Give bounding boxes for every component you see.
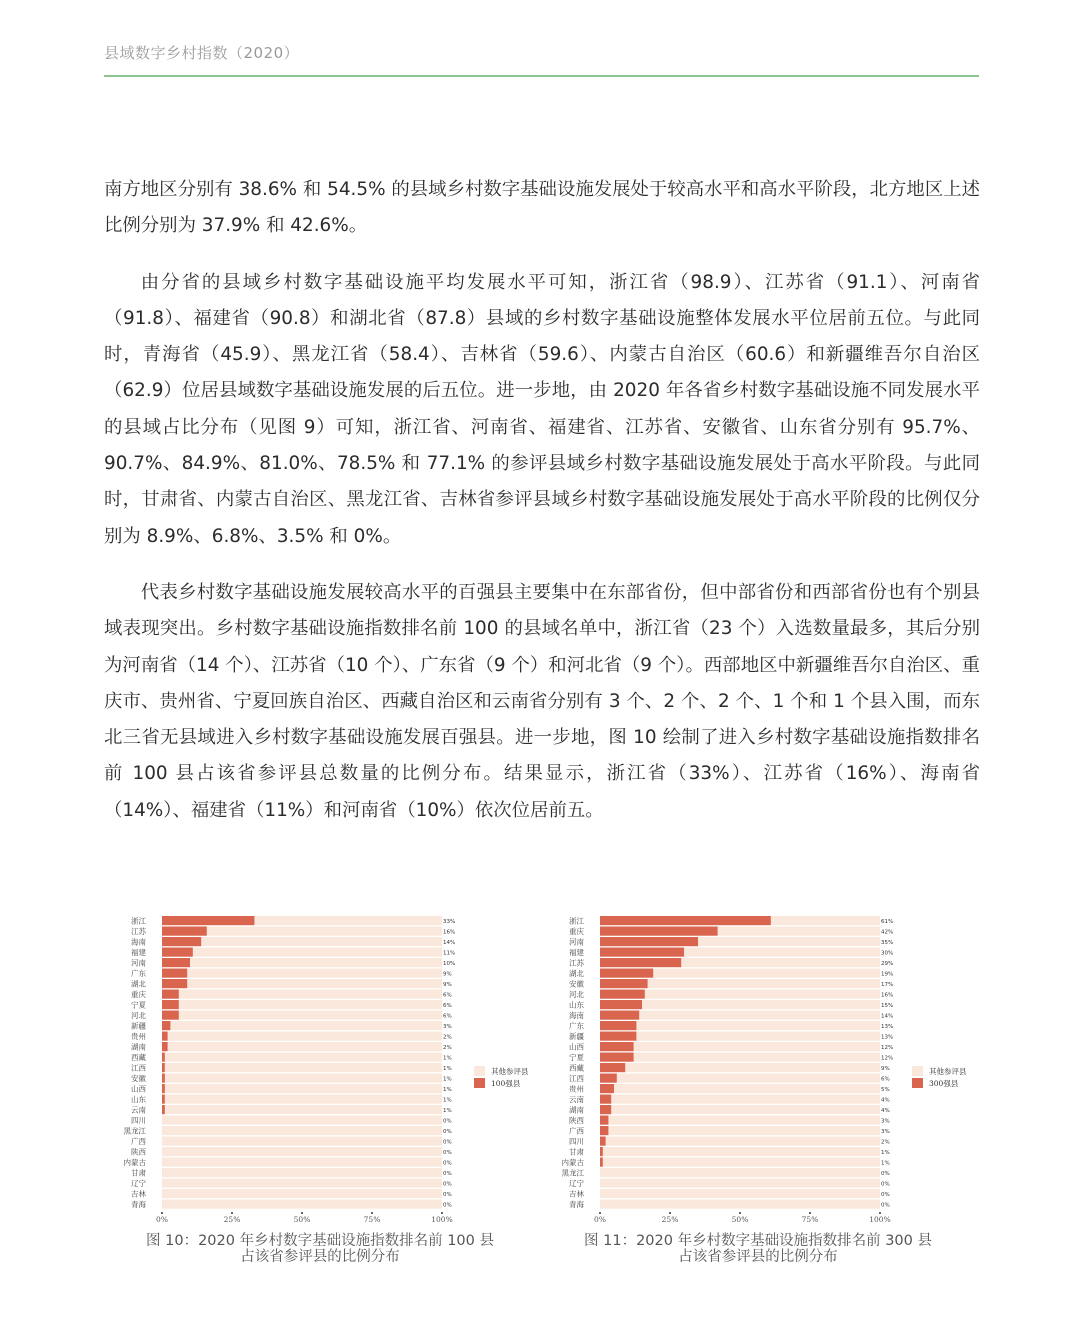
bar-remainder <box>162 1053 442 1062</box>
value-label: 2% <box>443 1045 452 1052</box>
value-label: 13% <box>881 1024 894 1031</box>
value-label: 16% <box>443 929 456 936</box>
category-label: 西藏 <box>131 1053 146 1063</box>
tick-mark <box>599 1212 601 1214</box>
bar-remainder <box>600 1095 880 1104</box>
paragraph-3: 代表乡村数字基础设施发展较高水平的百强县主要集中在东部省份，但中部省份和西部省份也有个别县域表现突出。乡村数字基础设施指数排名前 100 的县域名单中，浙江省（23 个）入选数量最多，其后分别为河南省（14 个）、江苏省（10 个）、广东省（9 个）和河北省（9 个）。西部地区中新疆维吾尔自治区、重庆市、贵州省、宁夏回族自治区、西藏自治区和云南省分别有 3 个、2 个、2 个、1 个和 1 个县入围，而东北三省无县域进入乡村数字基础设施发展百强县。进一步地，图 10 绘制了进入乡村数字基础设施指数排名前 100 县占该省参评县总数量的比例分布。结果显示，浙江省（33%）、江苏省（16%）、海南省（14%）、福建省（11%）和河南省（10%）依次位居前五。 <box>104 581 980 821</box>
category-label: 河北 <box>569 990 584 1000</box>
bar-remainder <box>162 1063 442 1072</box>
value-label: 9% <box>881 1066 890 1073</box>
value-label: 11% <box>443 950 456 957</box>
value-label: 5% <box>881 1087 890 1094</box>
tick-mark <box>669 1212 671 1214</box>
bar-remainder <box>162 1042 442 1051</box>
value-label: 14% <box>443 940 456 947</box>
tick-mark <box>161 1212 163 1214</box>
x-tick-label: 25% <box>223 1215 241 1224</box>
figure-11-caption-line2: 占该省参评县的比例分布 <box>678 1249 838 1265</box>
category-label: 福建 <box>569 948 584 958</box>
bar <box>162 1000 179 1009</box>
value-label: 61% <box>881 919 894 926</box>
value-label: 15% <box>881 1003 894 1010</box>
category-label: 陕西 <box>131 1147 146 1157</box>
value-label: 33% <box>443 919 456 926</box>
x-tick-label: 0% <box>156 1215 168 1224</box>
bar-remainder <box>162 1074 442 1083</box>
tick-mark <box>809 1212 811 1214</box>
bar <box>162 1053 165 1062</box>
bar <box>162 1095 165 1104</box>
bar <box>162 1063 165 1072</box>
category-label: 黑龙江 <box>561 1168 584 1178</box>
running-header: 县域数字乡村指数（2020） <box>104 44 300 62</box>
bar <box>162 948 193 957</box>
bar <box>162 979 187 988</box>
legend-label-top: 300强县 <box>929 1079 959 1088</box>
bar-remainder <box>162 979 442 988</box>
bar-remainder <box>162 958 442 967</box>
category-label: 甘肃 <box>131 1168 146 1178</box>
value-label: 0% <box>881 1181 890 1188</box>
tick-mark <box>231 1212 233 1214</box>
bar-remainder <box>162 969 442 978</box>
x-tick-label: 75% <box>363 1215 381 1224</box>
category-label: 西藏 <box>569 1063 584 1073</box>
value-label: 6% <box>443 1013 452 1020</box>
bar-remainder <box>600 1021 880 1030</box>
bar <box>600 1147 603 1156</box>
bar <box>162 1011 179 1020</box>
bar-remainder <box>162 1032 442 1041</box>
bar-remainder <box>162 1105 442 1114</box>
value-label: 1% <box>443 1087 452 1094</box>
figure-11-caption <box>548 1233 968 1265</box>
bar-remainder <box>600 1179 880 1188</box>
value-label: 6% <box>881 1076 890 1083</box>
category-label: 辽宁 <box>569 1179 584 1189</box>
value-label: 1% <box>443 1097 452 1104</box>
category-label: 甘肃 <box>569 1147 584 1157</box>
category-label: 青海 <box>569 1200 584 1210</box>
value-label: 0% <box>443 1160 452 1167</box>
value-label: 0% <box>881 1202 890 1209</box>
category-label: 江苏 <box>569 958 584 968</box>
value-label: 3% <box>881 1118 890 1125</box>
bar <box>600 1137 606 1146</box>
bar-remainder <box>162 1084 442 1093</box>
category-label: 云南 <box>569 1095 584 1105</box>
bar <box>600 979 648 988</box>
bar <box>600 1084 614 1093</box>
category-label: 黑龙江 <box>123 1126 146 1136</box>
bar <box>162 937 201 946</box>
x-tick-label: 0% <box>594 1215 606 1224</box>
legend-swatch-top <box>474 1078 485 1088</box>
x-tick-label: 75% <box>801 1215 819 1224</box>
bar-remainder <box>162 1095 442 1104</box>
category-label: 河南 <box>569 937 584 947</box>
category-label: 吉林 <box>569 1189 584 1199</box>
value-label: 0% <box>881 1171 890 1178</box>
bar <box>600 937 698 946</box>
tick-mark <box>441 1212 443 1214</box>
figure-11-caption-line1: 图 11：2020 年乡村数字基础设施指数排名前 300 县 <box>584 1233 932 1249</box>
bar-remainder <box>162 990 442 999</box>
bar-remainder <box>600 1189 880 1198</box>
value-label: 16% <box>881 992 894 999</box>
bar <box>600 1063 625 1072</box>
value-label: 19% <box>881 971 894 978</box>
bar <box>162 1084 165 1093</box>
value-label: 35% <box>881 940 894 947</box>
bar-remainder <box>162 1147 442 1156</box>
bar-remainder <box>600 1126 880 1135</box>
bar <box>600 1116 608 1125</box>
bar <box>600 948 684 957</box>
chart-svg <box>108 900 558 1230</box>
category-label: 山东 <box>131 1095 146 1105</box>
value-label: 13% <box>881 1034 894 1041</box>
value-label: 0% <box>443 1171 452 1178</box>
value-label: 3% <box>443 1024 452 1031</box>
bar-remainder <box>600 1053 880 1062</box>
bar-remainder <box>600 1116 880 1125</box>
value-label: 4% <box>881 1097 890 1104</box>
figure-11-chart <box>546 900 996 1230</box>
value-label: 17% <box>881 982 894 989</box>
figure-10-chart <box>108 900 558 1230</box>
bar <box>600 1011 639 1020</box>
value-label: 30% <box>881 950 894 957</box>
bar <box>600 1032 636 1041</box>
value-label: 0% <box>443 1181 452 1188</box>
value-label: 9% <box>443 982 452 989</box>
value-label: 1% <box>443 1055 452 1062</box>
category-label: 四川 <box>131 1116 146 1126</box>
bar-remainder <box>162 1021 442 1030</box>
x-tick-label: 100% <box>869 1215 891 1224</box>
category-label: 贵州 <box>131 1032 146 1042</box>
bar-remainder <box>600 1158 880 1167</box>
category-label: 内蒙古 <box>561 1158 584 1168</box>
category-label: 湖北 <box>569 969 584 979</box>
category-label: 山西 <box>131 1084 146 1094</box>
category-label: 湖南 <box>569 1105 584 1115</box>
category-label: 广西 <box>131 1137 146 1147</box>
category-label: 内蒙古 <box>123 1158 146 1168</box>
bar <box>600 927 718 936</box>
tick-mark <box>739 1212 741 1214</box>
value-label: 0% <box>443 1139 452 1146</box>
bar-remainder <box>162 1168 442 1177</box>
bar-remainder <box>600 1168 880 1177</box>
value-label: 12% <box>881 1045 894 1052</box>
bar-remainder <box>600 1084 880 1093</box>
bar-remainder <box>600 1105 880 1114</box>
bar <box>600 1042 634 1051</box>
bar-remainder <box>162 1126 442 1135</box>
x-tick-label: 25% <box>661 1215 679 1224</box>
x-tick-label: 50% <box>731 1215 749 1224</box>
category-label: 浙江 <box>569 916 584 926</box>
bar <box>600 1126 608 1135</box>
value-label: 10% <box>443 961 456 968</box>
category-label: 辽宁 <box>131 1179 146 1189</box>
bar-remainder <box>162 1137 442 1146</box>
bar <box>162 969 187 978</box>
value-label: 14% <box>881 1013 894 1020</box>
value-label: 3% <box>881 1129 890 1136</box>
legend-swatch-other <box>912 1066 923 1076</box>
paragraph-2: 由分省的县域乡村数字基础设施平均发展水平可知，浙江省（98.9）、江苏省（91.1）、河南省（91.8）、福建省（90.8）和湖北省（87.8）县域的乡村数字基础设施整体发展水平位居前五位。与此同时，青海省（45.9）、黑龙江省（58.4）、吉林省（59.6）、内蒙古自治区（60.6）和新疆维吾尔自治区（62.9）位居县域数字基础设施发展的后五位。进一步地，由 2020 年各省乡村数字基础设施不同发展水平的县域占比分布（见图 9）可知，浙江省、河南省、福建省、江苏省、安徽省、山东省分别有 95.7%、90.7%、84.9%、81.0%、78.5% 和 77.1% 的参评县域乡村数字基础设施发展处于高水平阶段。与此同时，甘肃省、内蒙古自治区、黑龙江省、吉林省参评县域乡村数字基础设施发展处于高水平阶段的比例仅分别为 8.9%、6.8%、3.5% 和 0%。 <box>104 271 980 547</box>
bar-remainder <box>600 1063 880 1072</box>
bar <box>600 1105 611 1114</box>
bar <box>600 990 645 999</box>
body-text <box>104 172 980 849</box>
bar-remainder <box>162 937 442 946</box>
legend-label-other: 其他参评县 <box>929 1067 967 1076</box>
bar <box>162 1042 168 1051</box>
bar-remainder <box>162 1116 442 1125</box>
x-tick-label: 100% <box>431 1215 453 1224</box>
bar <box>162 1074 165 1083</box>
value-label: 1% <box>443 1066 452 1073</box>
bar <box>162 1021 170 1030</box>
x-tick-label: 50% <box>293 1215 311 1224</box>
chart-svg <box>546 900 996 1230</box>
category-label: 陕西 <box>569 1116 584 1126</box>
value-label: 0% <box>443 1129 452 1136</box>
category-label: 河北 <box>131 1011 146 1021</box>
bar-remainder <box>600 1137 880 1146</box>
bar <box>600 1021 636 1030</box>
category-label: 广东 <box>569 1021 584 1031</box>
category-label: 新疆 <box>569 1032 584 1042</box>
category-label: 广东 <box>131 969 146 979</box>
category-label: 云南 <box>131 1105 146 1115</box>
bar-remainder <box>600 1011 880 1020</box>
value-label: 12% <box>881 1055 894 1062</box>
bar <box>600 1000 642 1009</box>
category-label: 贵州 <box>569 1084 584 1094</box>
bar <box>162 1105 165 1114</box>
value-label: 0% <box>443 1202 452 1209</box>
bar-remainder <box>162 1200 442 1209</box>
bar <box>600 1074 617 1083</box>
bar <box>600 958 681 967</box>
figure-10-caption-line1: 图 10：2020 年乡村数字基础设施指数排名前 100 县 <box>146 1233 494 1249</box>
category-label: 安徽 <box>131 1074 146 1084</box>
category-label: 吉林 <box>131 1189 146 1199</box>
tick-mark <box>371 1212 373 1214</box>
category-label: 湖北 <box>131 979 146 989</box>
category-label: 四川 <box>569 1137 584 1147</box>
bar <box>162 990 179 999</box>
value-label: 1% <box>443 1076 452 1083</box>
value-label: 4% <box>881 1108 890 1115</box>
figure-10-caption <box>110 1233 530 1265</box>
bar <box>162 927 207 936</box>
bar-remainder <box>162 1000 442 1009</box>
bar <box>600 1158 603 1167</box>
bar <box>162 958 190 967</box>
category-label: 海南 <box>131 937 146 947</box>
bar-remainder <box>600 1200 880 1209</box>
category-label: 广西 <box>569 1126 584 1136</box>
category-label: 福建 <box>131 948 146 958</box>
category-label: 宁夏 <box>569 1053 584 1063</box>
header-rule <box>104 75 979 77</box>
tick-mark <box>879 1212 881 1214</box>
category-label: 浙江 <box>131 916 146 926</box>
bar <box>162 916 254 925</box>
category-label: 宁夏 <box>131 1000 146 1010</box>
bar-remainder <box>162 948 442 957</box>
category-label: 安徽 <box>569 979 584 989</box>
value-label: 1% <box>881 1150 890 1157</box>
value-label: 0% <box>443 1150 452 1157</box>
category-label: 湖南 <box>131 1042 146 1052</box>
value-label: 0% <box>443 1118 452 1125</box>
category-label: 重庆 <box>569 927 584 937</box>
bar-remainder <box>600 1147 880 1156</box>
bar-remainder <box>162 1179 442 1188</box>
value-label: 6% <box>443 992 452 999</box>
bar-remainder <box>162 1011 442 1020</box>
value-label: 42% <box>881 929 894 936</box>
bar-remainder <box>600 1074 880 1083</box>
value-label: 2% <box>881 1139 890 1146</box>
bar <box>162 1032 168 1041</box>
legend-label-other: 其他参评县 <box>491 1067 529 1076</box>
legend-swatch-top <box>912 1078 923 1088</box>
category-label: 江西 <box>569 1074 584 1084</box>
value-label: 29% <box>881 961 894 968</box>
legend-label-top: 100强县 <box>491 1079 521 1088</box>
category-label: 海南 <box>569 1011 584 1021</box>
value-label: 0% <box>881 1192 890 1199</box>
category-label: 新疆 <box>131 1021 146 1031</box>
category-label: 山东 <box>569 1000 584 1010</box>
bar <box>600 1095 611 1104</box>
bar-remainder <box>162 1158 442 1167</box>
bar-remainder <box>600 1042 880 1051</box>
bar <box>600 1053 634 1062</box>
bar <box>600 916 771 925</box>
category-label: 青海 <box>131 1200 146 1210</box>
value-label: 1% <box>881 1160 890 1167</box>
bar-remainder <box>162 1189 442 1198</box>
value-label: 0% <box>443 1192 452 1199</box>
value-label: 9% <box>443 971 452 978</box>
category-label: 河南 <box>131 958 146 968</box>
category-label: 江苏 <box>131 927 146 937</box>
category-label: 山西 <box>569 1042 584 1052</box>
value-label: 2% <box>443 1034 452 1041</box>
bar-remainder <box>600 1032 880 1041</box>
paragraph-1: 南方地区分别有 38.6% 和 54.5% 的县域乡村数字基础设施发展处于较高水平和高水平阶段，北方地区上述比例分别为 37.9% 和 42.6%。 <box>104 179 980 237</box>
category-label: 江西 <box>131 1063 146 1073</box>
bar <box>600 969 653 978</box>
figure-10-caption-line2: 占该省参评县的比例分布 <box>240 1249 400 1265</box>
tick-mark <box>301 1212 303 1214</box>
legend-swatch-other <box>474 1066 485 1076</box>
value-label: 1% <box>443 1108 452 1115</box>
category-label: 重庆 <box>131 990 146 1000</box>
value-label: 6% <box>443 1003 452 1010</box>
